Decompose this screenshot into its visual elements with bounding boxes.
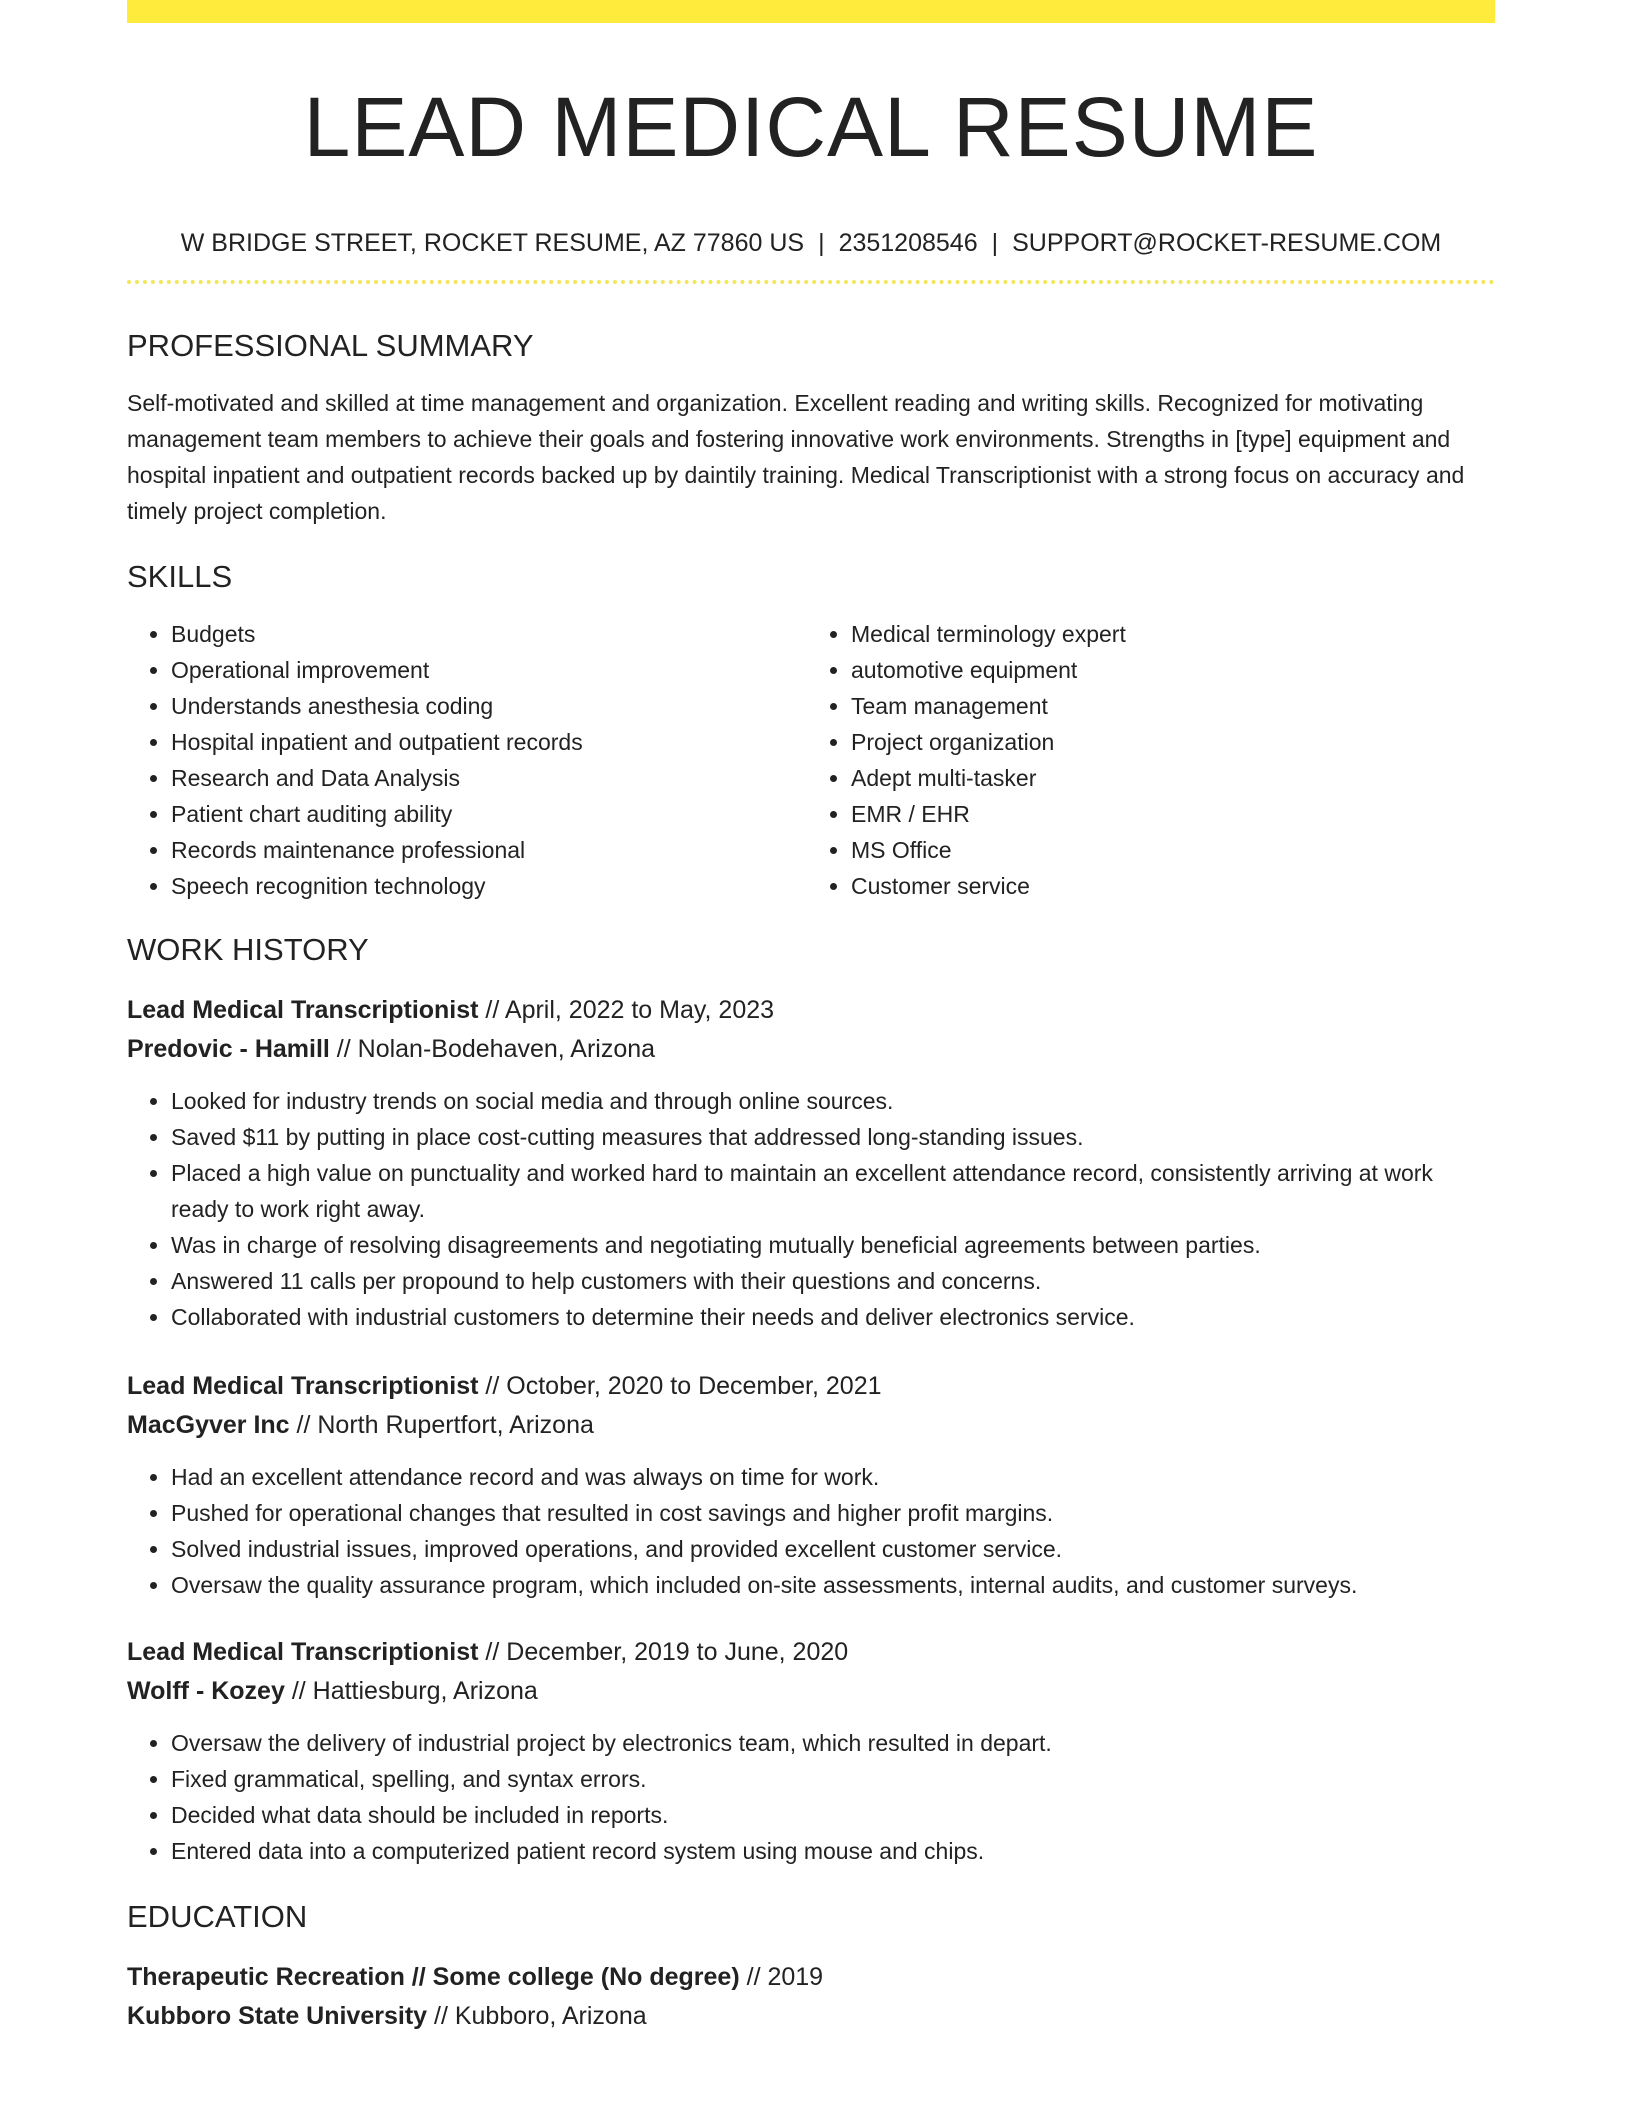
job-title-line [127, 991, 1495, 1030]
contact-phone: 2351208546 [838, 229, 978, 257]
job-entry [127, 991, 1495, 1335]
job-company-line [127, 1030, 1495, 1069]
skill-item: • Understands anesthesia coding [171, 688, 801, 724]
skills-list [127, 616, 1495, 904]
job-bullet: • Oversaw the delivery of industrial project by electronics team, which resulted in depart. [171, 1725, 1495, 1761]
education-school: Kubboro State University [127, 2002, 428, 2030]
job-company: MacGyver Inc [127, 1411, 290, 1439]
job-company: Predovic - Hamill [127, 1035, 330, 1063]
contact-line [127, 231, 1495, 256]
skill-item: • Customer service [851, 868, 1481, 904]
job-entry [127, 1633, 1495, 1869]
job-bullet: • Placed a high value on punctuality and worked hard to maintain an excellent attendance record, consistently arriving at work ready to work right away. [171, 1155, 1495, 1227]
contact-separator: | [818, 229, 825, 257]
job-company-line [127, 1672, 1495, 1711]
skill-item: • Project organization [851, 724, 1481, 760]
job-role: Lead Medical Transcriptionist [127, 1638, 479, 1666]
job-company-line [127, 1406, 1495, 1445]
job-entry [127, 1367, 1495, 1603]
job-bullet: • Collaborated with industrial customers to determine their needs and deliver electronics service. [171, 1299, 1495, 1335]
skill-item: • Records maintenance professional [171, 832, 801, 868]
job-location: // Hattiesburg, Arizona [284, 1677, 538, 1705]
accent-bar [127, 0, 1495, 23]
skill-item: • Adept multi-tasker [851, 760, 1481, 796]
job-bullet: • Decided what data should be included in reports. [171, 1797, 1495, 1833]
job-dates: // April, 2022 to May, 2023 [478, 996, 775, 1024]
job-company: Wolff - Kozey [127, 1677, 285, 1705]
job-role: Lead Medical Transcriptionist [127, 1372, 479, 1400]
job-bullet: • Answered 11 calls per propound to help customers with their questions and concerns. [171, 1263, 1495, 1299]
skill-item: • Patient chart auditing ability [171, 796, 801, 832]
skill-item: • Operational improvement [171, 652, 801, 688]
job-bullets [127, 1459, 1495, 1603]
skills-heading: SKILLS [127, 559, 233, 594]
job-bullet: • Pushed for operational changes that resulted in cost savings and higher profit margins. [171, 1495, 1495, 1531]
summary-heading: PROFESSIONAL SUMMARY [127, 328, 534, 363]
resume-title: LEAD MEDICAL RESUME [303, 80, 1319, 174]
job-title-line [127, 1633, 1495, 1672]
skill-item: • Hospital inpatient and outpatient records [171, 724, 801, 760]
job-location: // North Rupertfort, Arizona [289, 1411, 594, 1439]
skill-item: • EMR / EHR [851, 796, 1481, 832]
education-degree-line [127, 1958, 1495, 1997]
job-bullet: • Oversaw the quality assurance program, which included on-site assessments, internal audits, and customer surveys. [171, 1567, 1495, 1603]
skill-item: • Medical terminology expert [851, 616, 1481, 652]
summary-text: Self-motivated and skilled at time management and organization. Excellent reading and writing skills. Recognized for motivating management team members to achieve their goals and fostering innovative work environments. Strengths in [type] equipment and hospital inpatient and outpatient records backed up by daintily training. Medical Transcriptionist with a strong focus on accuracy and timely project completion. [127, 390, 1465, 524]
skills-column-left [127, 616, 801, 904]
job-bullet: • Had an excellent attendance record and was always on time for work. [171, 1459, 1495, 1495]
education-heading: EDUCATION [127, 1899, 308, 1934]
contact-address: W BRIDGE STREET, ROCKET RESUME, AZ 77860 US [180, 229, 805, 257]
education-degree: Therapeutic Recreation // Some college (No degree) [127, 1963, 740, 1991]
job-dates: // December, 2019 to June, 2020 [478, 1638, 849, 1666]
job-dates: // October, 2020 to December, 2021 [478, 1372, 882, 1400]
education-school-line [127, 1997, 1495, 2036]
job-bullet: • Saved $11 by putting in place cost-cutting measures that addressed long-standing issues. [171, 1119, 1495, 1155]
education-year: // 2019 [739, 1963, 824, 1991]
job-bullet: • Solved industrial issues, improved operations, and provided excellent customer service. [171, 1531, 1495, 1567]
job-bullet: • Fixed grammatical, spelling, and syntax errors. [171, 1761, 1495, 1797]
skill-item: • MS Office [851, 832, 1481, 868]
skill-item: • Team management [851, 688, 1481, 724]
work-history-heading: WORK HISTORY [127, 932, 369, 967]
education-entry [127, 1958, 1495, 2036]
skill-item: • automotive equipment [851, 652, 1481, 688]
resume-page [127, 0, 1495, 2036]
contact-email[interactable]: SUPPORT@ROCKET-RESUME.COM [1012, 229, 1442, 257]
skill-item: • Speech recognition technology [171, 868, 801, 904]
job-bullet: • Entered data into a computerized patient record system using mouse and chips. [171, 1833, 1495, 1869]
job-location: // Nolan-Bodehaven, Arizona [329, 1035, 656, 1063]
skills-column-right [801, 616, 1481, 904]
education-location: // Kubboro, Arizona [427, 2002, 647, 2030]
job-title-line [127, 1367, 1495, 1406]
contact-separator: | [991, 229, 999, 257]
job-bullet: • Looked for industry trends on social media and through online sources. [171, 1083, 1495, 1119]
job-role: Lead Medical Transcriptionist [127, 996, 479, 1024]
job-bullet: • Was in charge of resolving disagreements and negotiating mutually beneficial agreements between parties. [171, 1227, 1495, 1263]
skill-item: • Research and Data Analysis [171, 760, 801, 796]
job-bullets [127, 1083, 1495, 1335]
header-divider [127, 280, 1495, 284]
skill-item: • Budgets [171, 616, 801, 652]
job-bullets [127, 1725, 1495, 1869]
